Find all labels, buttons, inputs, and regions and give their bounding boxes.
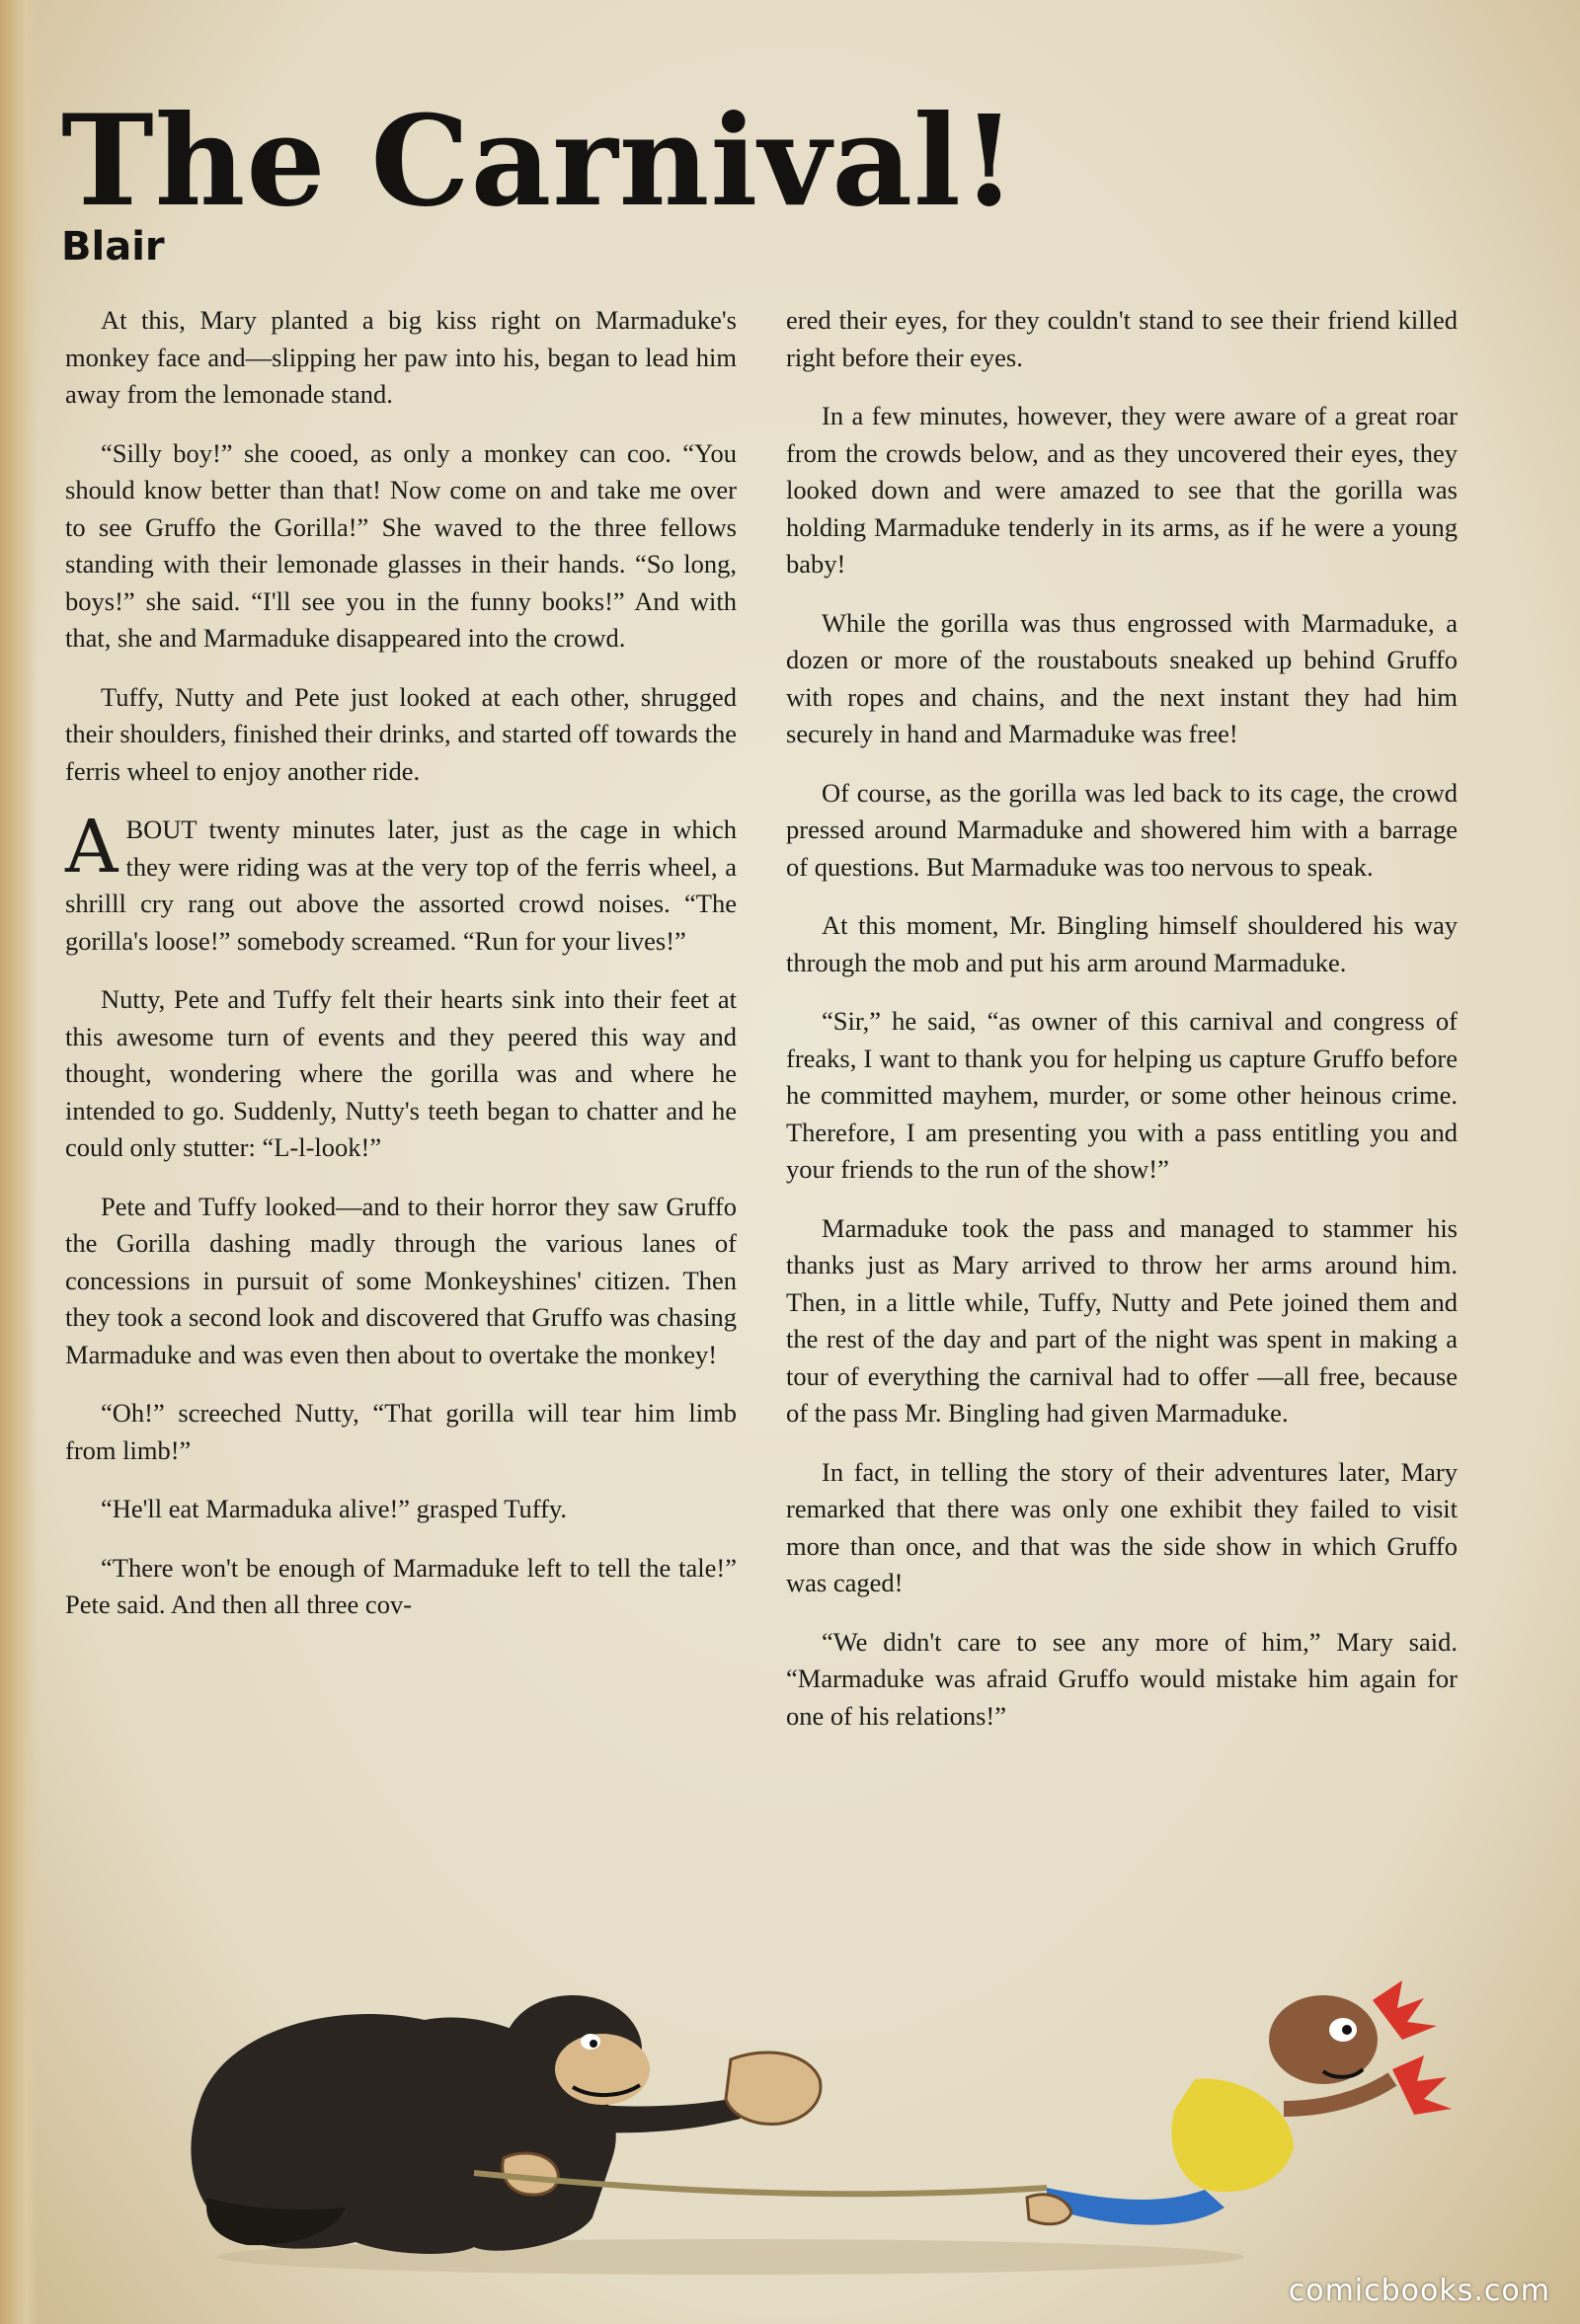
paragraph-text: At this, Mary planted a big kiss right on Marmaduke's monkey face and—slipping her paw into his, began to lead him away from the lemonade stand. — [65, 305, 737, 409]
paragraph-text: Marmaduke took the pass and managed to stammer his thanks just as Mary arrived to throw her arms around him. Then, in a little while, Tuffy, Nutty and Pete joined them and the rest of the day and part of the night was spent in making a tour of everything the carnival had to offer —all free, because of the pass Mr. Bingling had given Marmaduke. — [786, 1212, 1458, 1428]
paragraph — [65, 1491, 737, 1528]
paragraph-text: “There won't be enough of Marmaduke left to tell the tale!” Pete said. And then all three cov- — [65, 1552, 737, 1619]
paragraph — [786, 605, 1458, 753]
paragraph-text: “Oh!” screeched Nutty, “That gorilla will tear him limb from limb!” — [65, 1398, 737, 1465]
paragraph-text: ered their eyes, for they couldn't stand to see their friend killed right before their eyes. — [786, 305, 1458, 372]
paragraph — [65, 1395, 737, 1469]
drop-cap: A — [65, 805, 118, 890]
monkey-figure — [1027, 1980, 1452, 2225]
paragraph-text: Tuffy, Nutty and Pete just looked at each other, shrugged their shoulders, finished their drinks, and started off towards the ferris wheel to enjoy another ride. — [65, 681, 737, 786]
gorilla-figure — [191, 1995, 821, 2254]
paragraph — [786, 907, 1458, 981]
paragraph-text: BOUT twenty minutes later, just as the cage in which they were riding was at the very top of the ferris wheel, a shrilll cry rang out above the assorted crowd noises. “The gorilla's loose!” somebody screamed. “Run for your lives!” — [65, 814, 737, 956]
page-edge-shadow — [0, 0, 38, 2324]
paragraph-text: “We didn't care to see any more of him,” Mary said. “Marmaduke was afraid Gruffo would mistake him again for one of his relations!” — [786, 1626, 1458, 1731]
story-title: The Carnival! — [61, 88, 1018, 234]
paragraph-text: In a few minutes, however, they were aware of a great roar from the crowds below, and as they uncovered their eyes, they looked down and were amazed to see that the gorilla was holding Marmaduke tenderly in its arms, as if he were a young baby! — [786, 401, 1458, 579]
gorilla-monkey-illustration — [178, 1961, 1540, 2286]
text-column-right — [786, 302, 1458, 1756]
watermark: comicbooks.com — [1288, 2274, 1550, 2308]
text-column-left — [65, 302, 737, 1646]
paragraph — [786, 1454, 1458, 1602]
paragraph-text: Pete and Tuffy looked—and to their horror they saw Gruffo the Gorilla dashing madly through the various lanes of concessions in pursuit of some Monkeyshines' citizen. Then they took a second look and discovered that Gruffo was chasing Marmaduke and was even then about to overtake the monkey! — [65, 1191, 737, 1369]
paragraph-text: “Sir,” he said, “as owner of this carnival and congress of freaks, I want to thank you for helping us capture Gruffo before he committed mayhem, murder, or some other heinous crime. Therefore, I am presenting you with a pass entitling you and your friends to the run of the show!” — [786, 1006, 1458, 1184]
paragraph — [65, 1189, 737, 1374]
paragraph — [786, 398, 1458, 583]
paragraph-text: Of course, as the gorilla was led back to its cage, the crowd pressed around Marmaduke and showered him with a barrage of questions. But Marmaduke was too nervous to speak. — [786, 777, 1458, 882]
paragraph — [786, 775, 1458, 887]
paragraph — [65, 805, 737, 960]
paragraph — [65, 302, 737, 414]
paragraph-text: In fact, in telling the story of their adventures later, Mary remarked that there was only one exhibit they failed to visit more than once, and that was the side show in which Gruffo was caged! — [786, 1456, 1458, 1597]
paragraph — [65, 679, 737, 791]
paragraph-text: “He'll eat Marmaduka alive!” grasped Tuffy. — [101, 1494, 568, 1523]
paragraph-text: Nutty, Pete and Tuffy felt their hearts sink into their feet at this awesome turn of events and they peered this way and thought, wondering where the gorilla was and where he intended to go. Suddenly, Nutty's teeth began to chatter and he could only stutter: “L-l-look!” — [65, 984, 737, 1162]
paragraph-text: At this moment, Mr. Bingling himself shouldered his way through the mob and put his arm around Marmaduke. — [786, 910, 1458, 977]
paragraph — [786, 1210, 1458, 1433]
paragraph — [65, 981, 737, 1167]
paragraph — [786, 1003, 1458, 1189]
paragraph — [65, 1550, 737, 1624]
paragraph — [786, 1624, 1458, 1736]
story-author: Blair — [61, 224, 165, 270]
paragraph — [786, 302, 1458, 376]
paragraph-text: While the gorilla was thus engrossed with Marmaduke, a dozen or more of the roustabouts sneaked up behind Gruffo with ropes and chains, and the next instant they had him securely in hand and Marmaduke was free! — [786, 607, 1458, 748]
paragraph — [65, 435, 737, 658]
paragraph-text: “Silly boy!” she cooed, as only a monkey can coo. “You should know better than that! Now come on and take me over to see Gruffo the Gorilla!” She waved to the three fellows standing with their lemonade glasses in their hands. “So long, boys!” she said. “I'll see you in the funny books!” And with that, she and Marmaduke disappeared into the crowd. — [65, 437, 737, 653]
